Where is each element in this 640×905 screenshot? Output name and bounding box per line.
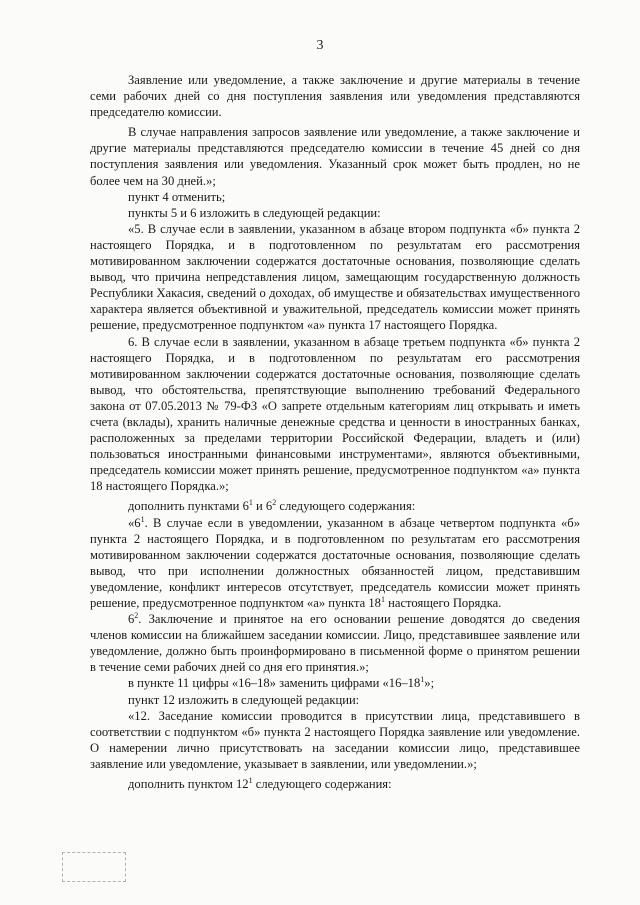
- paragraph-7: дополнить пунктами $6^1$ и $6^2$ следующего содержания:: [128, 498, 416, 514]
- paragraph-12: «12. Заседание комиссии проводится в присутствии лица, представившего в соответствии с подпунктом «б» пункта 2 настоящего Порядка заявление или уведомление. О намерении лично присутствовать на заседании комиссии лицо, представившее заявление или уведомление, указывает в заявлении, или уведомлении.»;: [90, 708, 580, 771]
- paragraph-2: В случае направления запросов заявление или уведомление, а также заключение и другие материалы представляются председателю комиссии в течение 45 дней со дня поступления заявления или уведомления. Указанный срок может быть продлен, но не более чем на 30 дней.»;: [90, 125, 580, 188]
- page-number: 3: [316, 38, 324, 53]
- document-body: [90, 72, 580, 792]
- paragraph-4: пункты 5 и 6 изложить в следующей редакции:: [128, 205, 381, 220]
- faded-stamp: [62, 852, 126, 882]
- paragraph-13: дополнить пунктом $12^1$ следующего содержания:: [128, 775, 392, 792]
- paragraph-11: пункт 12 изложить в следующей редакции:: [128, 692, 360, 707]
- paragraph-1: Заявление или уведомление, а также заключение и другие материалы в течение семи рабочих дней со дня поступления заявления или уведомления представляются председателю комиссии.: [90, 73, 580, 120]
- paragraph-3: пункт 4 отменить;: [128, 189, 226, 204]
- paragraph-8: «$6^1$. В случае если в уведомлении, указанном в абзаце четвертом подпункта «б» пункта 2 настоящего Порядка, и в подготовленном по результатам его рассмотрения мотивированном заключении содержатся достаточные основания, позволяющие сделать вывод, что при исполнении должностных обязанностей лицом, представившим уведомление, конфликт интересов отсутствует, председатель комиссии может принять решение, предусмотренное подпунктом «а» пункта $18^1$ настоящего Порядка.: [90, 514, 580, 610]
- paragraph-9: $6^2$. Заключение и принятое на его основании решение доводятся до сведения членов комиссии на ближайшем заседании комиссии. Лицо, представившее заявление или уведомление, должно быть проинформировано в письменной форме о принятом решении в течение семи рабочих дней со дня его принятия.»;: [90, 610, 580, 675]
- paragraph-10: в пункте 11 цифры «16–18» заменить цифрами «$16-18^1$»;: [128, 675, 435, 691]
- paragraph-5: «5. В случае если в заявлении, указанном в абзаце втором подпункта «б» пункта 2 настоящего Порядка, и в подготовленном по результатам его рассмотрения мотивированном заключении содержатся достаточные основания, позволяющие сделать вывод, что причина непредставления лицом, замещающим государственную должность Республики Хакасия, сведений о доходах, об имуществе и обязательствах имущественного характера является объективной и уважительной, председатель комиссии может принять решение, предусмотренное подпунктом «а» пункта 17 настоящего Порядка.: [90, 221, 580, 333]
- paragraph-6: 6. В случае если в заявлении, указанном в абзаце третьем подпункта «б» пункта 2 настоящего Порядка, и в подготовленном по результатам его рассмотрения мотивированном заключении содержатся достаточные основания, позволяющие сделать вывод, что обстоятельства, препятствующие выполнению требований Федерального закона от 07.05.2013 № 79-ФЗ «О запрете отдельным категориям лиц открывать и иметь счета (вклады), хранить наличные денежные средства и ценности в иностранных банках, расположенных за пределами территории Российской Федерации, владеть и (или) пользоваться иностранными финансовыми инструментами», являются объективными, председатель комиссии может принять решение, предусмотренное подпунктом «а» пункта 18 настоящего Порядка.»;: [90, 334, 580, 494]
